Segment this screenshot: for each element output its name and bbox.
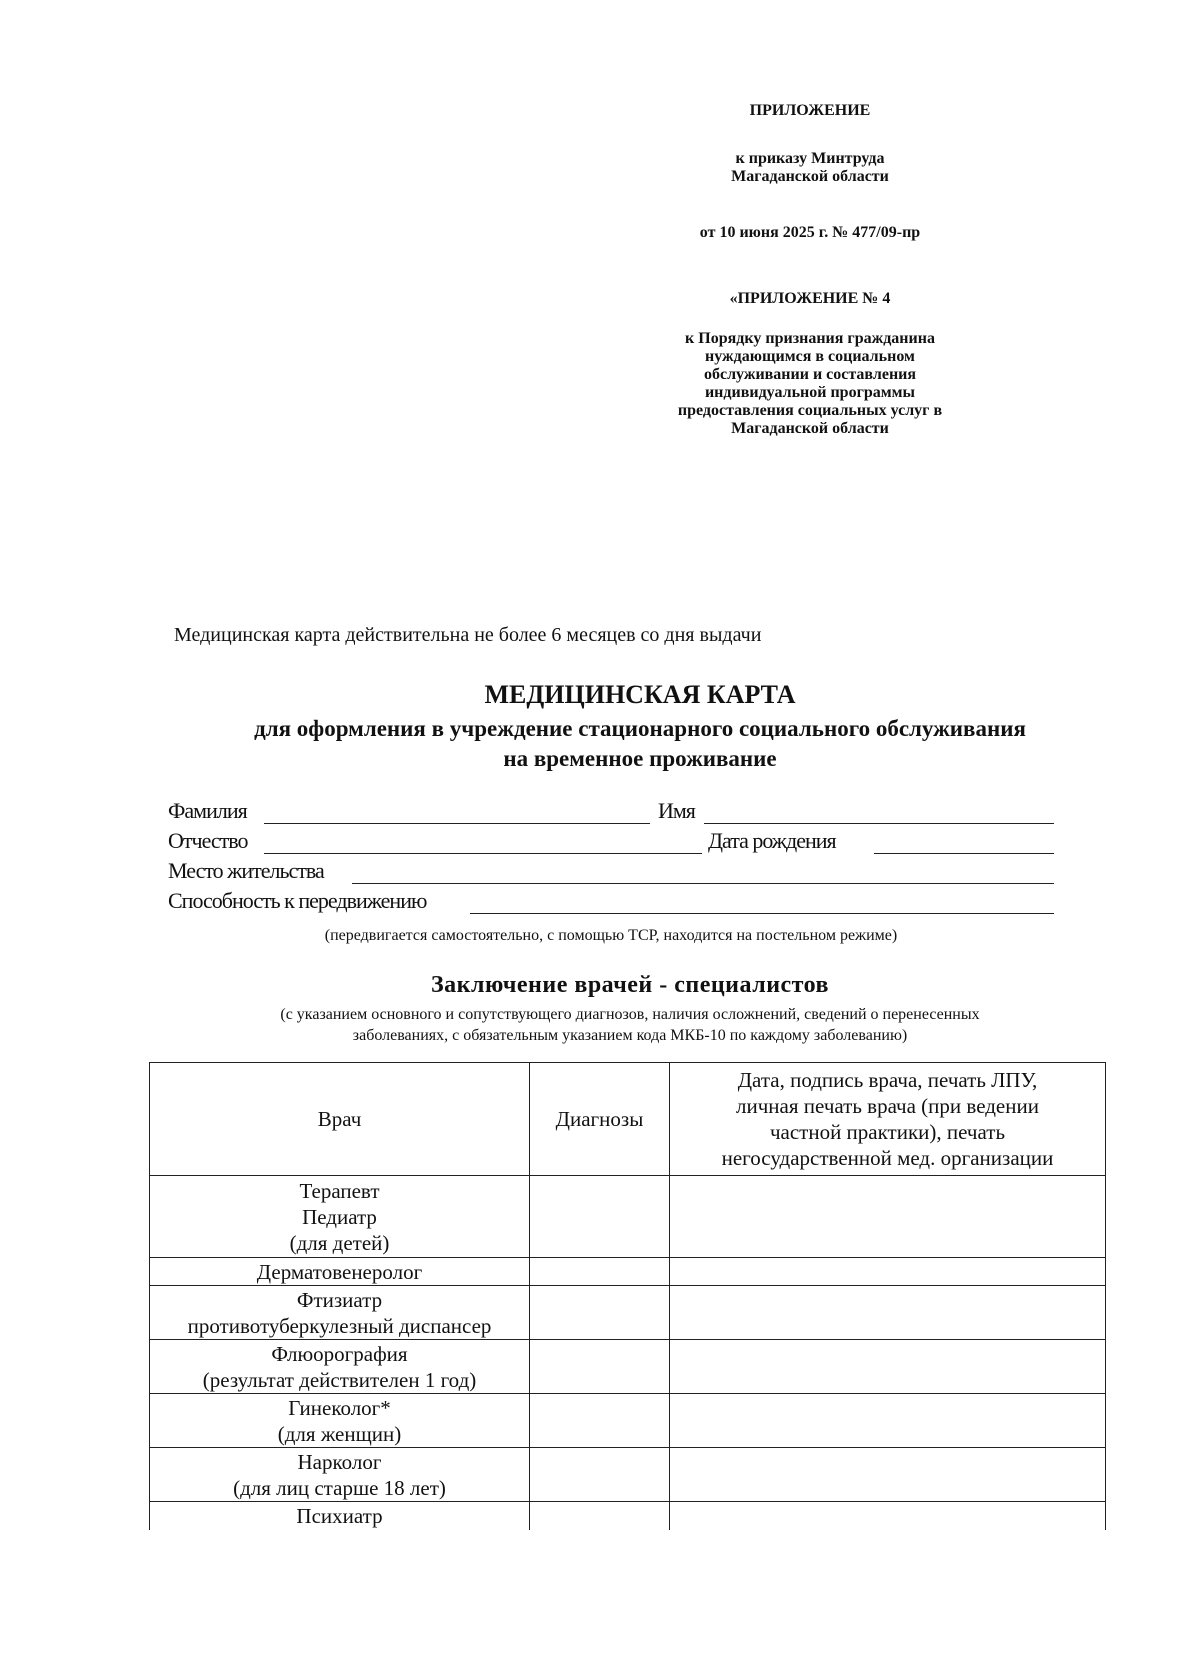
header-signature <box>670 1063 1106 1176</box>
conclusion-subtitle-line: (с указанием основного и сопутствующего диагнозов, наличия осложнений, сведений о перенесенных <box>280 1006 980 1023</box>
header-signature-line: негосударственной мед. организации <box>721 1146 1054 1170</box>
doctor-cell <box>150 1502 530 1530</box>
appendix-description <box>560 330 1060 438</box>
doctor-name: Дерматовенеролог <box>256 1259 423 1284</box>
table-row <box>150 1394 1106 1448</box>
doctor-name: Гинеколог* <box>288 1395 391 1420</box>
patronymic-label: Отчество <box>168 828 248 853</box>
card-subtitle <box>0 714 1200 774</box>
doctor-cell <box>150 1340 530 1394</box>
header-doctor: Врач <box>150 1063 530 1176</box>
diagnoses-cell[interactable] <box>530 1394 670 1448</box>
name-label: Имя <box>658 798 695 823</box>
residence-row <box>168 856 1054 886</box>
appendix-description-line: Магаданской области <box>731 420 889 437</box>
order-date: от 10 июня 2025 г. № 477/09-пр <box>699 224 921 241</box>
diagnoses-cell[interactable] <box>530 1176 670 1258</box>
doctor-cell <box>150 1448 530 1502</box>
order-reference-line: к приказу Минтруда <box>735 150 885 167</box>
diagnoses-cell[interactable] <box>530 1258 670 1286</box>
appendix-description-line: индивидуальной программы <box>704 384 916 401</box>
signature-cell[interactable] <box>670 1286 1106 1340</box>
header-signature-line: частной практики), печать <box>769 1120 1006 1144</box>
diagnoses-cell[interactable] <box>530 1502 670 1530</box>
doctor-name: Психиатр <box>296 1503 383 1528</box>
doctors-table <box>149 1062 1106 1530</box>
appendix-description-line: к Порядку признания гражданина <box>685 330 935 347</box>
surname-name-row <box>168 796 1054 826</box>
doctor-cell <box>150 1258 530 1286</box>
doctor-note: (результат действителен 1 год) <box>202 1367 477 1392</box>
surname-field[interactable] <box>264 822 650 824</box>
table-header-row <box>150 1063 1106 1176</box>
patronymic-field[interactable] <box>264 852 702 854</box>
card-title: МЕДИЦИНСКАЯ КАРТА <box>484 680 796 709</box>
name-field[interactable] <box>704 822 1054 824</box>
signature-cell[interactable] <box>670 1448 1106 1502</box>
doctor-name: Флюорография <box>271 1341 408 1366</box>
signature-cell[interactable] <box>670 1502 1106 1530</box>
appendix-description-line: обслуживании и составления <box>703 366 917 383</box>
validity-note: Медицинская карта действительна не более 6 месяцев со дня выдачи <box>174 624 762 646</box>
signature-cell[interactable] <box>670 1176 1106 1258</box>
table-row <box>150 1502 1106 1530</box>
patronymic-birth-row <box>168 826 1054 856</box>
doctor-cell <box>150 1394 530 1448</box>
conclusion-subtitle-line: заболеваниях, с обязательным указанием кода МКБ-10 по каждому заболеванию) <box>352 1027 908 1044</box>
table-row <box>150 1340 1106 1394</box>
doctor-name: Нарколог <box>297 1449 382 1474</box>
mobility-hint: (передвигается самостоятельно, с помощью ТСР, находится на постельном режиме) <box>324 927 898 944</box>
diagnoses-cell[interactable] <box>530 1340 670 1394</box>
residence-field[interactable] <box>352 882 1054 884</box>
order-reference <box>560 150 1060 186</box>
doctor-note: (для детей) <box>289 1230 390 1255</box>
card-subtitle-line: на временное проживание <box>503 746 777 771</box>
card-subtitle-line: для оформления в учреждение стационарного социального обслуживания <box>254 716 1026 741</box>
mobility-field[interactable] <box>470 912 1054 914</box>
header-signature-line: Дата, подпись врача, печать ЛПУ, <box>737 1068 1038 1092</box>
signature-cell[interactable] <box>670 1258 1106 1286</box>
appendix-title: ПРИЛОЖЕНИЕ <box>749 102 871 119</box>
conclusion-title: Заключение врачей - специалистов <box>430 972 830 998</box>
order-reference-line: Магаданской области <box>731 168 889 185</box>
mobility-row <box>168 886 1054 916</box>
residence-label: Место жительства <box>168 858 324 883</box>
header-diagnoses: Диагнозы <box>530 1063 670 1176</box>
table-row <box>150 1176 1106 1258</box>
table-row <box>150 1258 1106 1286</box>
header-signature-line: личная печать врача (при ведении <box>736 1094 1039 1118</box>
doctor-name: Педиатр <box>302 1204 377 1229</box>
doctor-note: (для женщин) <box>277 1421 402 1446</box>
table-row <box>150 1286 1106 1340</box>
birth-date-field[interactable] <box>874 852 1054 854</box>
diagnoses-cell[interactable] <box>530 1448 670 1502</box>
surname-label: Фамилия <box>168 798 247 823</box>
doctor-note: (для лиц старше 18 лет) <box>233 1475 446 1500</box>
mobility-label: Способность к передвижению <box>168 888 427 913</box>
table-row <box>150 1448 1106 1502</box>
doctor-name: Терапевт <box>299 1178 380 1203</box>
appendix-number: «ПРИЛОЖЕНИЕ № 4 <box>729 290 891 307</box>
conclusion-subtitle <box>190 1004 1070 1046</box>
diagnoses-cell[interactable] <box>530 1286 670 1340</box>
signature-cell[interactable] <box>670 1340 1106 1394</box>
doctor-cell <box>150 1176 530 1258</box>
signature-cell[interactable] <box>670 1394 1106 1448</box>
doctor-name: Фтизиатр <box>296 1287 383 1312</box>
appendix-description-line: предоставления социальных услуг в <box>677 402 943 419</box>
birth-date-label: Дата рождения <box>708 828 836 853</box>
doctor-note: противотуберкулезный диспансер <box>187 1313 492 1338</box>
appendix-description-line: нуждающимся в социальном <box>705 348 915 365</box>
doctor-cell <box>150 1286 530 1340</box>
